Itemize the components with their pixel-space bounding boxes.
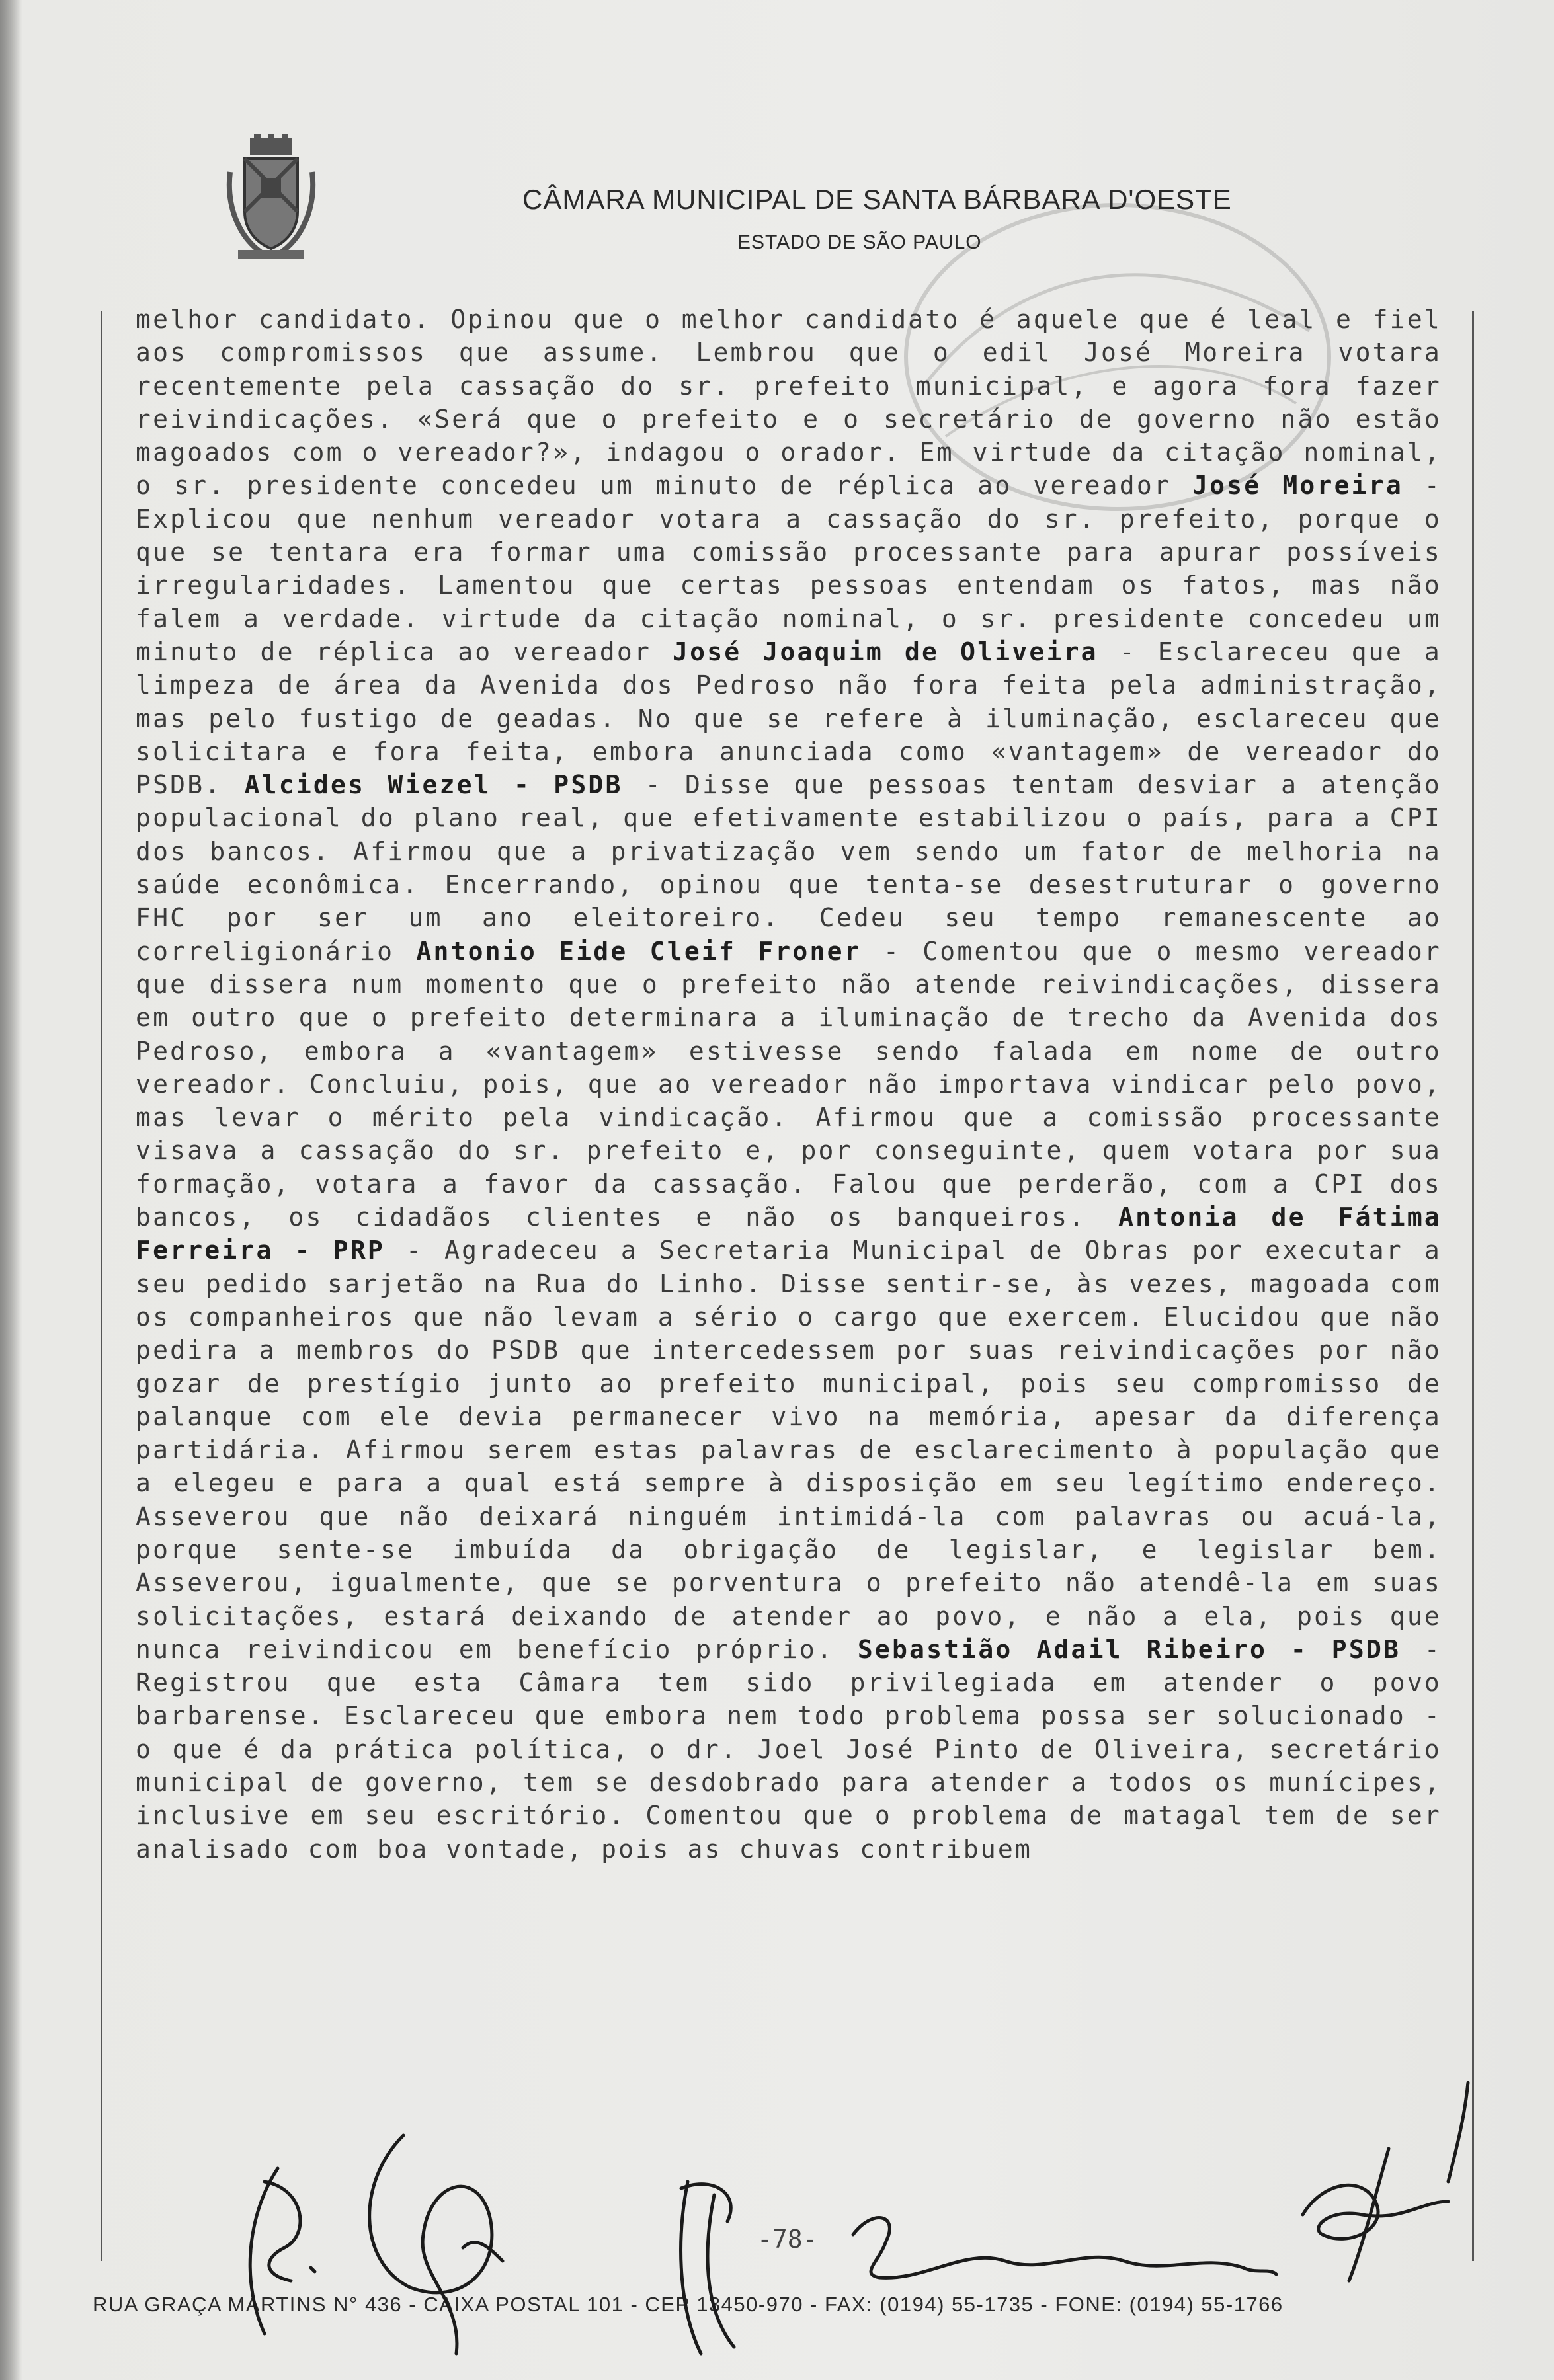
page-number: -78- [757, 2225, 818, 2254]
body-segment: - Comentou que o mesmo vereador que dissera num momento que o prefeito não atende reivindicações, dissera em outro que o prefeito determinara a iluminação de trecho da Avenida dos Pedroso, embora a «vantagem» estivesse sendo falada em nome de outro vereador. Concluiu, pois, que ao vereador não importava vindicar pelo povo, mas levar o mérito pela vindicação. Afirmou que a comissão processante visava a cassação do sr. prefeito e, por conseguinte, quem votara por sua formação, votara a favor da cassação. Falou que perderão, com a CPI dos bancos, os cidadãos clientes e não os banqueiros. [136, 936, 1442, 1232]
footer-address: RUA GRAÇA MARTINS N° 436 - CAIXA POSTAL 101 - CEP 13450-970 - FAX: (0194) 55-1735 - FONE: (0194) 55-1766 [93, 2293, 1284, 2316]
speaker-name: José Moreira [1192, 471, 1403, 500]
margin-mark [1448, 2082, 1468, 2182]
body-segment: - Registrou que esta Câmara tem sido privilegiada em atender o povo barbarense. Esclareceu que embora nem todo problema possa ser solucionado - o que é da prática política, o dr. Joel José Pinto de Oliveira, secretário municipal de governo, tem se desdobrado para atender a todos os munícipes, inclusive em seu escritório. Comentou que o problema de matagal tem de ser analisado com boa vontade, pois as chuvas contribuem [136, 1634, 1442, 1864]
speaker-name: Antonia de Fátima Ferreira - PRP [136, 1203, 1442, 1265]
minutes-paragraph [136, 303, 1442, 1866]
right-margin-line [1472, 311, 1474, 2261]
binding-shadow [0, 0, 22, 2380]
header-title: CÂMARA MUNICIPAL DE SANTA BÁRBARA D'OESTE [522, 184, 1232, 215]
signature-5 [1303, 2149, 1448, 2281]
left-margin-line [101, 311, 102, 2261]
municipal-crest-icon [225, 132, 317, 264]
body-segment: - Esclareceu que a limpeza de área da Avenida dos Pedroso não fora feita pela administração, mas pelo fustigo de geadas. No que se refere à iluminação, esclareceu que solicitara e fora feita, embora anunciada como «vantagem» de vereador do PSDB. [136, 637, 1442, 800]
signature-2 [370, 2135, 503, 2354]
signature-3 [681, 2182, 734, 2354]
body-segment: - Explicou que nenhum vereador votara a cassação do sr. prefeito, porque o que se tentara era formar uma comissão processante para apurar possíveis irregularidades. Lamentou que certas pessoas entendam os fatos, mas não falem a verdade. virtude da citação nominal, o sr. presidente concedeu um minuto de réplica ao vereador [136, 471, 1442, 666]
speaker-name: Sebastião Adail Ribeiro - PSDB [857, 1634, 1401, 1664]
minutes-body-text [136, 303, 1442, 1866]
speaker-name: José Joaquim de Oliveira [673, 637, 1098, 666]
speaker-name: Alcides Wiezel - PSDB [244, 770, 623, 800]
speaker-name: Antonio Eide Cleif Froner [416, 936, 862, 966]
signature-4 [853, 2218, 1276, 2278]
header-subtitle: ESTADO DE SÃO PAULO [737, 231, 982, 253]
body-segment: - Agradeceu a Secretaria Municipal de Obras por executar a seu pedido sarjetão na Rua do Linho. Disse sentir-se, às vezes, magoada com os companheiros que não levam a sério o cargo que exercem. Elucidou que não pedira a membros do PSDB que intercedessem por suas reivindicações por não gozar de prestígio junto ao prefeito municipal, pois seu compromisso de palanque com ele devia permanecer vivo na memória, apesar da diferença partidária. Afirmou serem estas palavras de esclarecimento à população que a elegeu e para a qual está sempre à disposição em seu legítimo endereço. Asseverou que não deixará ninguém intimidá-la com palavras ou acuá-la, porque sente-se imbuída da obrigação de legislar, e legislar bem. Asseverou, igualmente, que se porventura o prefeito não atendê-la em suas solicitações, estará deixando de atender ao povo, e não a ela, pois que nunca reivindicou em benefício próprio. [136, 1236, 1442, 1664]
body-segment: - Disse que pessoas tentam desviar a atenção populacional do plano real, que efetivamente estabilizou o país, para a CPI dos bancos. Afirmou que a privatização vem sendo um fator de melhoria na saúde econômica. Encerrando, opinou que tenta-se desestruturar o governo FHC por ser um ano eleitoreiro. Cedeu seu tempo remanescente ao correligionário [136, 770, 1442, 966]
body-segment: melhor candidato. Opinou que o melhor candidato é aquele que é leal e fiel aos compromissos que assume. Lembrou que o edil José Moreira votara recentemente pela cassação do sr. prefeito municipal, e agora fora fazer reivindicações. «Será que o prefeito e o secretário de governo não estão magoados com o vereador?», indagou o orador. Em virtude da citação nominal, o sr. presidente concedeu um minuto de réplica ao vereador [136, 305, 1442, 500]
